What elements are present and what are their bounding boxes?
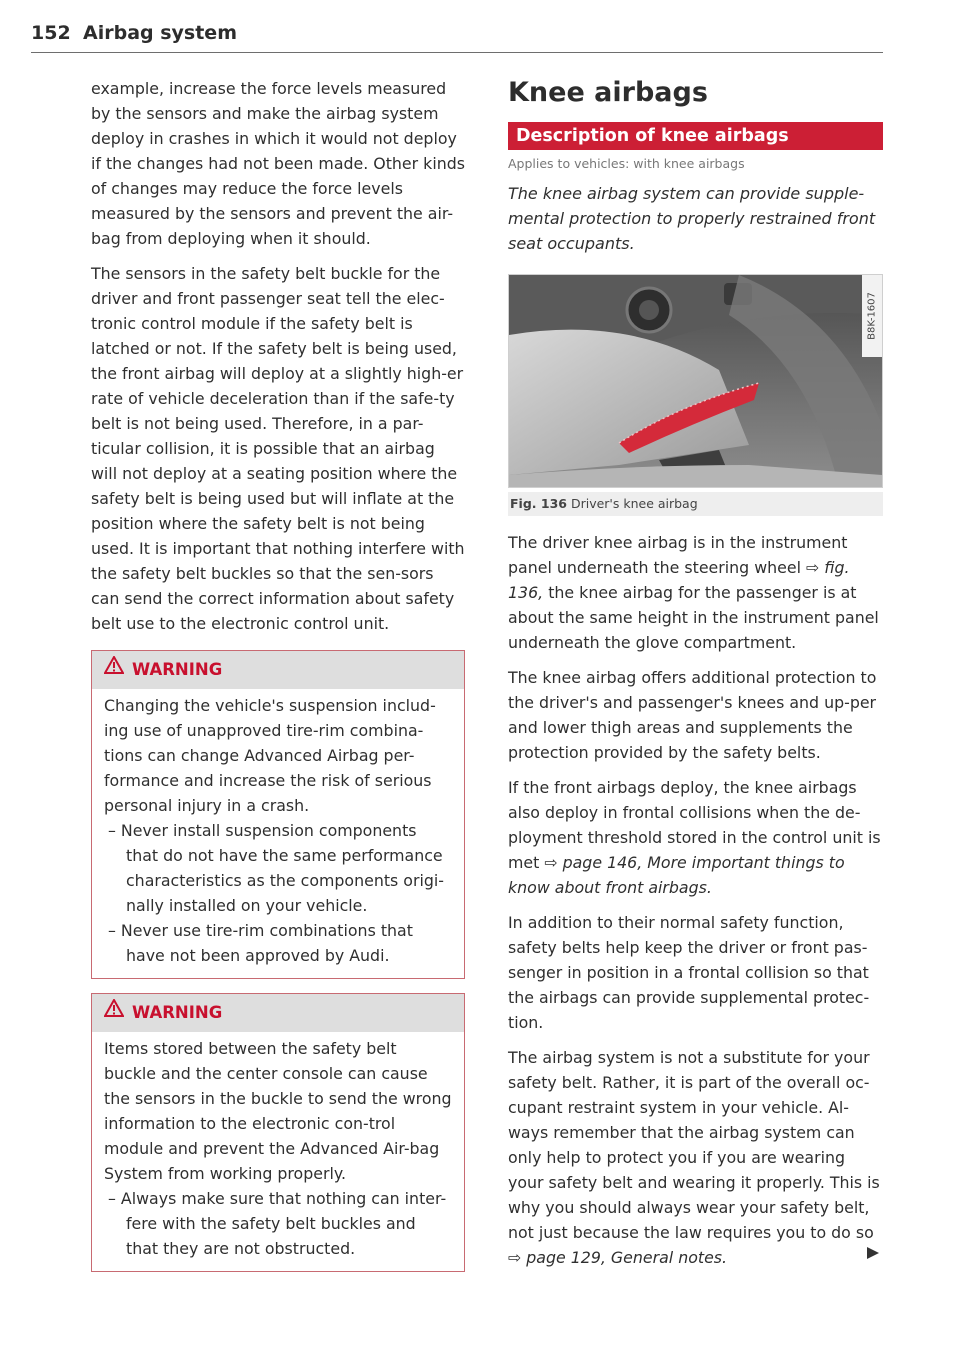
warning-title: WARNING — [132, 1003, 223, 1022]
left-paragraph-2: The sensors in the safety belt buckle for the driver and front passenger seat tell the elec-tronic control module if the safety belt is latched or not. If the safety belt is being used, the front airbag will deploy at a slightly high-er rate of vehicle deceleration than if the safe-ty belt is not being used. Therefore, in a par-ticular collision, it is possible that an airbag will not deploy at a seating position where the safety belt is being used but will inflate at the position where the safety belt is not being used. It is important that nothing interfere with the safety belt buckles so that the sen-sors can send the correct information about safety belt use to the electronic control unit. — [91, 264, 465, 633]
warning-header — [92, 994, 464, 1032]
continue-arrow-icon — [865, 1245, 881, 1264]
page-reference-link[interactable]: ⇨ page 146, More important things to know about front airbags. — [508, 853, 845, 897]
subheading-bar: Description of knee airbags — [508, 122, 883, 150]
right-paragraph-4: In addition to their normal safety function, safety belts help keep the driver or front pas-senger in position in a frontal collision so that the airbags can provide supplemental protec-tion. — [508, 913, 870, 1032]
paragraph-text: the knee airbag for the passenger is at about the same height in the instrument panel underneath the glove compartment. — [508, 583, 879, 652]
warning-box-buckle — [91, 993, 465, 1272]
applies-note: Applies to vehicles: with knee airbags — [508, 156, 745, 171]
warning-text: Changing the vehicle's suspension includ-ing use of unapproved tire-rim combina-tions can change Advanced Airbag per-formance and increase the risk of serious personal injury in a crash. — [104, 696, 436, 815]
knee-airbag-figure — [508, 274, 883, 488]
warning-text: Items stored between the safety belt buckle and the center console can cause the sensors in the buckle to send the wrong information to the electronic con-trol module and prevent the Advanced Air-bag System from working properly. — [104, 1039, 452, 1183]
warning-bullet: – Always make sure that nothing can inter-fere with the safety belt buckles and that they are not obstructed. — [108, 1189, 447, 1258]
right-paragraph-1 — [508, 530, 883, 655]
warning-triangle-icon — [104, 993, 124, 1031]
page-number: 152 — [31, 22, 71, 44]
right-paragraph-5 — [508, 1045, 883, 1270]
warning-bullet: – Never use tire-rim combinations that have not been approved by Audi. — [108, 921, 413, 965]
knee-airbag-illustration — [509, 275, 882, 487]
left-paragraph-1: example, increase the force levels measured by the sensors and make the airbag system deploy in crashes in which it would not deploy if the changes had not been made. Other kinds of changes may reduce the force levels measured by the sensors and prevent the air-bag from deploying when it should. — [91, 79, 465, 248]
paragraph-text: If the front airbags deploy, the knee airbags also deploy in frontal collisions when the de-ployment threshold stored in the control unit is met — [508, 778, 881, 872]
figure-id-label: B8K-1607 — [866, 292, 878, 340]
left-column — [91, 76, 465, 1272]
warning-box-suspension — [91, 650, 465, 979]
right-paragraph-2: The knee airbag offers additional protection to the driver's and passenger's knees and up-per and lower thigh areas and supplements the protection provided by the safety belts. — [508, 668, 877, 762]
warning-header — [92, 651, 464, 689]
warning-triangle-icon — [104, 650, 124, 688]
page-header — [31, 22, 883, 53]
paragraph-text: The airbag system is not a substitute for your safety belt. Rather, it is part of the overall oc-cupant restraint system in your vehicle. Al-ways remember that the airbag system can only help to protect you if you are wearing your safety belt and wearing it properly. This is why you should always wear your safety belt, not just because the law requires you to do so — [508, 1048, 880, 1242]
section-title: Airbag system — [83, 22, 237, 44]
figure-caption-text: Driver's knee airbag — [570, 496, 698, 511]
page-reference-link[interactable]: ⇨ page 129, General notes. — [508, 1248, 728, 1267]
right-column — [508, 76, 883, 1280]
warning-title: WARNING — [132, 660, 223, 679]
figure-caption — [508, 492, 883, 516]
intro-text: The knee airbag system can provide supple-mental protection to properly restrained front seat occupants. — [508, 184, 876, 253]
figure-reference-link[interactable]: ⇨ fig. 136, — [508, 558, 850, 602]
warning-bullet: – Never install suspension components that do not have the same performance characteristics as the components origi-nally installed on your vehicle. — [108, 821, 444, 915]
right-paragraph-3 — [508, 775, 883, 900]
figure-caption-label: Fig. 136 — [510, 496, 567, 511]
paragraph-text: The driver knee airbag is in the instrument panel underneath the steering wheel — [508, 533, 848, 577]
heading-knee-airbags: Knee airbags — [508, 77, 708, 108]
